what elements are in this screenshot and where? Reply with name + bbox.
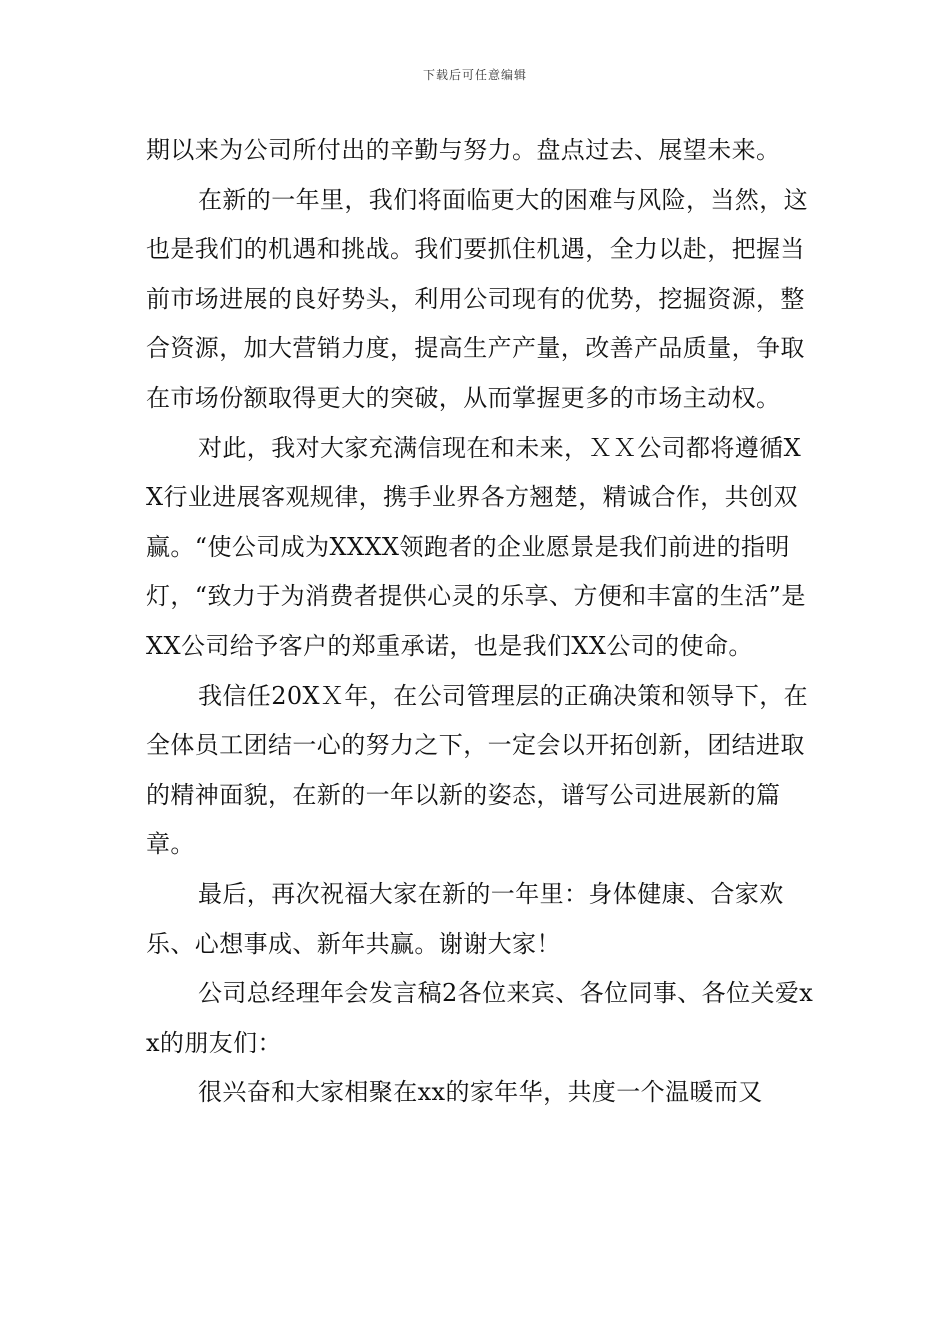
paragraph-speech-2-title: 公司总经理年会发言稿2各位来宾、各位同事、各位关爱xx的朋友们： (146, 979, 814, 1057)
paragraph-speech-2-opening: 很兴奋和大家相聚在xx的家年华，共度一个温暖而又 (198, 1078, 763, 1107)
paragraph-new-year: 在新的一年里，我们将面临更大的困难与风险，当然，这也是我们的机遇和挑战。我们要抓住机遇，全力以赴，把握当前市场进展的良好势头，利用公司现有的优势，挖掘资源，整合资源，加大营销力度，提高生产产量，改善产品质量，争取在市场份额取得更大的突破，从而掌握更多的市场主动权。 (146, 185, 808, 412)
paragraph-closing-wishes: 最后，再次祝福大家在新的一年里：身体健康、合家欢乐、心想事成、新年共赢。谢谢大家！ (146, 879, 784, 958)
paragraph-continuation: 期以来为公司所付出的辛勤与努力。盘点过去、展望未来。 (146, 136, 781, 164)
document-body (146, 126, 814, 1118)
paragraph-company-vision: 对此，我对大家充满信现在和未来，ＸＸ公司都将遵循XX行业进展客观规律，携手业界各方翘楚，精诚合作，共创双赢。“使公司成为XXXX领跑者的企业愿景是我们前进的指明灯，“致力于为消费者提供心灵的乐享、方便和丰富的生活”是XX公司给予客户的郑重承诺，也是我们XX公司的使命。 (146, 433, 806, 660)
paragraph-confidence: 我信任20XＸ年，在公司管理层的正确决策和领导下，在全体员工团结一心的努力之下，一定会以开拓创新，团结进取的精神面貌，在新的一年以新的姿态，谱写公司进展新的篇章。 (146, 681, 809, 859)
page-header: 下载后可任意编辑 (422, 68, 527, 82)
